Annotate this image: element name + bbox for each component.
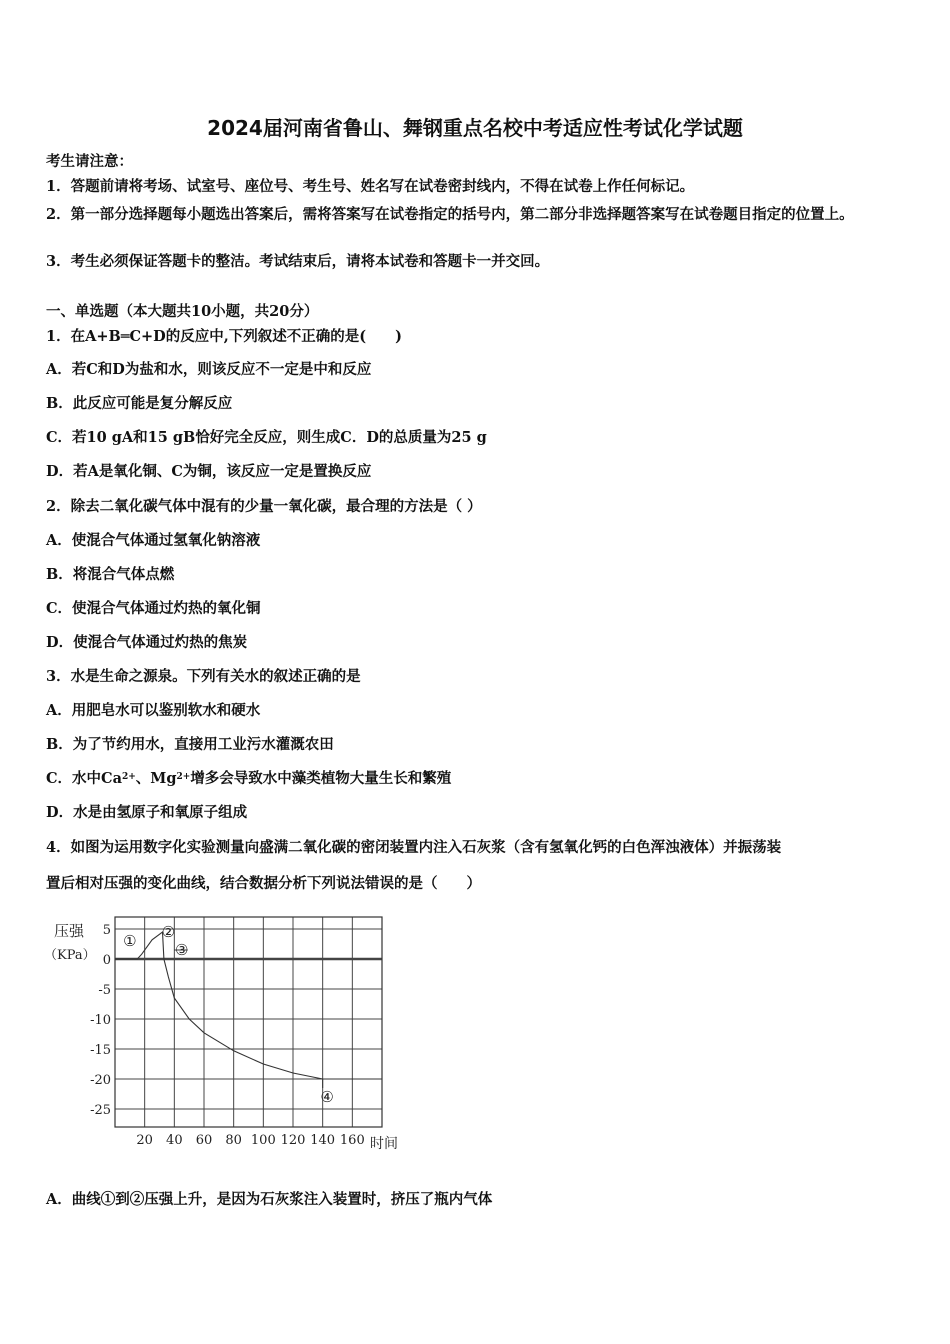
- x-tick-label: 80: [225, 1133, 242, 1148]
- plot-frame: [115, 917, 382, 1127]
- page-title: 2024届河南省鲁山、舞钢重点名校中考适应性考试化学试题: [207, 116, 743, 140]
- q2-option-c: C．使混合气体通过灼热的氧化铜: [46, 600, 261, 617]
- q1-option-c: C．若10 gA和15 gB恰好完全反应，则生成C．D的总质量为25 g: [46, 429, 487, 446]
- calcium-charge: 2+: [121, 772, 136, 782]
- q3-option-c-suffix: 增多会导致水中藻类植物大量生长和繁殖: [190, 770, 452, 787]
- chart-grid: [115, 917, 382, 1127]
- q1-stem: 1．在A+B═C+D的反应中,下列叙述不正确的是( ): [46, 328, 403, 345]
- q2-option-b: B．将混合气体点燃: [46, 566, 175, 583]
- q3-option-c: [46, 769, 906, 789]
- y-tick-label: -5: [98, 983, 111, 998]
- q3-stem: 3．水是生命之源泉。下列有关水的叙述正确的是: [46, 668, 361, 685]
- q1-option-b: B．此反应可能是复分解反应: [46, 395, 233, 412]
- y-tick-label: 0: [102, 953, 111, 968]
- q2-option-d: D．使混合气体通过灼热的焦炭: [46, 634, 248, 651]
- calcium-ion: Ca: [101, 770, 122, 787]
- point-marker-label: ③: [175, 941, 189, 959]
- y-tick-label: -15: [90, 1043, 111, 1058]
- pressure-curve: [115, 932, 382, 1079]
- x-tick-label: 100: [250, 1133, 276, 1148]
- q1-option-d: D．若A是氧化铜、C为铜，该反应一定是置换反应: [46, 463, 372, 480]
- magnesium-charge: 2+: [176, 772, 191, 782]
- point-marker-label: ①: [123, 932, 137, 950]
- notice-heading: 考生请注意：: [46, 153, 133, 170]
- q4-stem-line1: 4．如图为运用数字化实验测量向盛满二氧化碳的密闭装置内注入石灰浆（含有氢氧化钙的白色浑浊液体）并振荡装: [46, 839, 782, 856]
- pressure-chart: [40, 905, 420, 1160]
- magnesium-ion: Mg: [150, 770, 177, 787]
- q1-option-a: A．若C和D为盐和水，则该反应不一定是中和反应: [46, 361, 372, 378]
- point-marker-label: ②: [161, 923, 176, 941]
- q4-option-a: A．曲线①到②压强上升，是因为石灰浆注入装置时，挤压了瓶内气体: [46, 1191, 493, 1208]
- chart-axes: [115, 917, 382, 1127]
- point-marker-label: ④: [320, 1088, 334, 1106]
- x-axis-label: 时间: [370, 1136, 398, 1152]
- q3-option-c-prefix: C．水中: [46, 770, 102, 787]
- q4-stem-line2: 置后相对压强的变化曲线，结合数据分析下列说法错误的是（ ）: [46, 875, 481, 892]
- q2-stem: 2．除去二氧化碳气体中混有的少量一氧化碳，最合理的方法是（ ）: [46, 498, 482, 515]
- y-tick-label: -20: [90, 1073, 111, 1088]
- section-heading: 一、单选题（本大题共10小题，共20分）: [46, 303, 319, 320]
- chart-ticks: [90, 923, 365, 1148]
- x-tick-label: 20: [136, 1133, 153, 1148]
- y-axis-label: 压强: [54, 922, 85, 940]
- q3-option-b: B．为了节约用水，直接用工业污水灌溉农田: [46, 736, 334, 753]
- notice-item-2: 2．第一部分选择题每小题选出答案后，需将答案写在试卷指定的括号内，第二部分非选择题答案写在试卷题目指定的位置上。: [46, 206, 854, 223]
- q2-option-a: A．使混合气体通过氢氧化钠溶液: [46, 532, 261, 549]
- notice-item-3: 3．考生必须保证答题卡的整洁。考试结束后，请将本试卷和答题卡一并交回。: [46, 253, 550, 270]
- y-axis-unit: （KPa）: [44, 948, 96, 963]
- x-tick-label: 40: [166, 1133, 183, 1148]
- x-tick-label: 140: [310, 1133, 336, 1148]
- x-tick-label: 160: [339, 1133, 365, 1148]
- q3-option-d: D．水是由氢原子和氧原子组成: [46, 804, 248, 821]
- y-tick-label: 5: [102, 923, 111, 938]
- y-tick-label: -25: [90, 1103, 111, 1118]
- separator: 、: [135, 770, 151, 787]
- y-tick-label: -10: [90, 1013, 111, 1028]
- x-tick-label: 60: [195, 1133, 213, 1148]
- q3-option-a: A．用肥皂水可以鉴别软水和硬水: [46, 702, 261, 719]
- notice-item-1: 1．答题前请将考场、试室号、座位号、考生号、姓名写在试卷密封线内，不得在试卷上作任何标记。: [46, 178, 695, 195]
- x-tick-label: 120: [280, 1133, 306, 1148]
